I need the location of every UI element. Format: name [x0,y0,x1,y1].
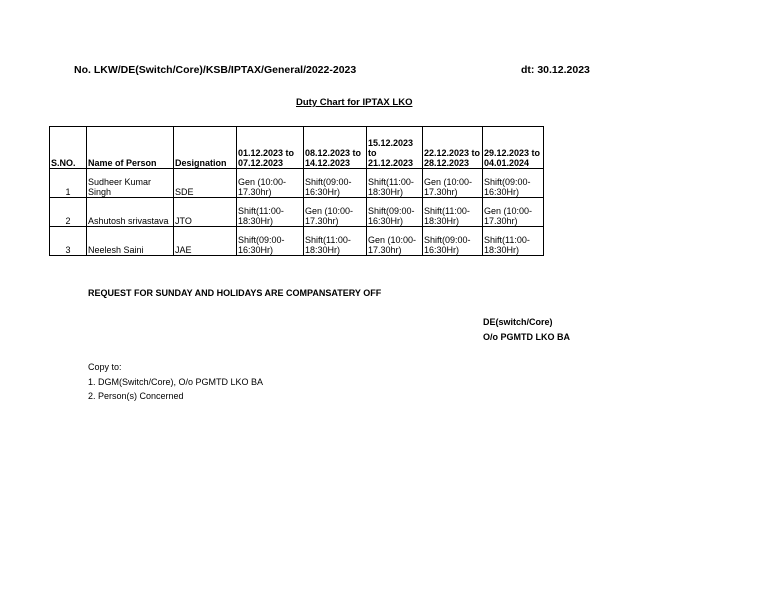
cell-sno: 2 [50,198,87,227]
cell-shift: Shift(11:00-18:30Hr) [483,227,544,256]
cell-sno: 3 [50,227,87,256]
header-designation: Designation [174,127,237,169]
cell-shift: Shift(11:00-18:30Hr) [423,198,483,227]
cell-shift: Gen (10:00-17.30hr) [304,198,367,227]
table-row [50,198,544,227]
signatory-designation: DE(switch/Core) [483,317,553,327]
table-header-row [50,127,544,169]
cell-shift: Shift(11:00-18:30Hr) [304,227,367,256]
page-title: Duty Chart for IPTAX LKO [296,97,413,108]
cell-designation: JAE [174,227,237,256]
document-date: dt: 30.12.2023 [521,64,590,76]
copy-to-item: 1. DGM(Switch/Core), O/o PGMTD LKO BA [88,376,264,387]
cell-shift: Shift(09:00-16:30Hr) [367,198,423,227]
header-week-2: 08.12.2023 to 14.12.2023 [304,127,367,169]
compensatory-off-note: REQUEST FOR SUNDAY AND HOLIDAYS ARE COMPANSATERY OFF [88,288,382,298]
cell-shift: Gen (10:00-17.30hr) [483,198,544,227]
header-week-4: 22.12.2023 to 28.12.2023 [423,127,483,169]
cell-name: Ashutosh srivastava [87,198,174,227]
cell-designation: SDE [174,169,237,198]
cell-shift: Shift(11:00-18:30Hr) [237,198,304,227]
header-name: Name of Person [87,127,174,169]
header-week-1: 01.12.2023 to 07.12.2023 [237,127,304,169]
copy-to-section [88,360,263,404]
cell-shift: Gen (10:00-17.30hr) [237,169,304,198]
cell-shift: Shift(11:00-18:30Hr) [367,169,423,198]
table-row [50,227,544,256]
cell-name: Neelesh Saini [87,227,174,256]
table-row [50,169,544,198]
cell-sno: 1 [50,169,87,198]
cell-shift: Gen (10:00-17.30hr) [423,169,483,198]
copy-to-item: 2. Person(s) Concerned [88,391,184,401]
header-sno: S.NO. [50,127,87,169]
cell-designation: JTO [174,198,237,227]
header-week-5: 29.12.2023 to 04.01.2024 [483,127,544,169]
copy-to-label: Copy to: [88,362,122,372]
signatory-office: O/o PGMTD LKO BA [483,332,570,342]
header-week-3: 15.12.2023 to 21.12.2023 [367,127,423,169]
cell-name: Sudheer Kumar Singh [87,169,174,198]
reference-number: No. LKW/DE(Switch/Core)/KSB/IPTAX/General/2022-2023 [74,64,357,76]
cell-shift: Shift(09:00-16:30Hr) [237,227,304,256]
cell-shift: Shift(09:00-16:30Hr) [483,169,544,198]
cell-shift: Gen (10:00-17.30hr) [367,227,423,256]
duty-chart-table [49,126,544,256]
cell-shift: Shift(09:00-16:30Hr) [304,169,367,198]
cell-shift: Shift(09:00-16:30Hr) [423,227,483,256]
